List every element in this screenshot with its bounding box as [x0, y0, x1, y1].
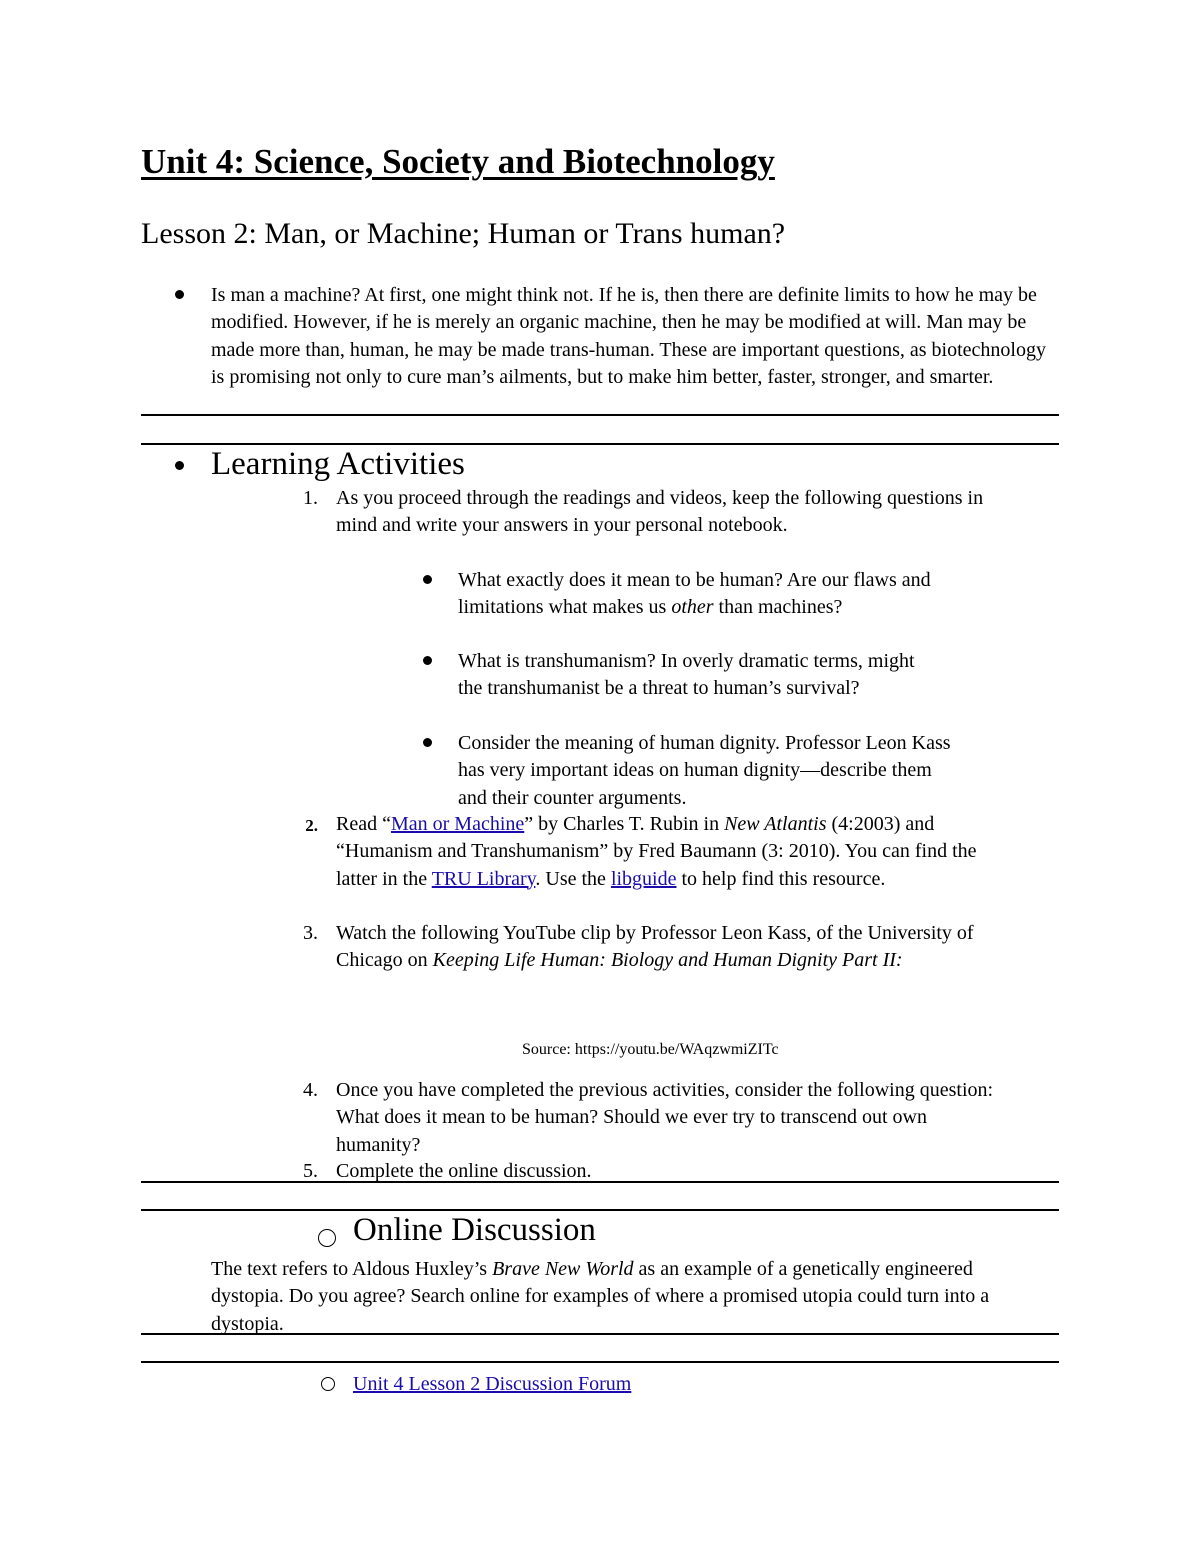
bullet-icon: [423, 575, 432, 584]
bullet-icon: [423, 738, 432, 747]
list-number: 4.: [303, 1079, 318, 1101]
discussion-prompt: The text refers to Aldous Huxley’s Brave New World as an example of a genetically engineered dystopia. Do you agree? Search online for examples of where a promised utopia could turn into a dystopia.: [211, 1258, 990, 1335]
activity-4-text: Once you have completed the previous activities, consider the following question: What does it mean to be human? Should we ever try to transcend out own humanity?: [336, 1079, 994, 1156]
divider: [141, 443, 1059, 445]
video-source: Source: https://youtu.be/WAqzwmiZITc: [522, 1041, 779, 1058]
online-discussion-heading: Online Discussion: [353, 1212, 596, 1248]
discussion-forum-link[interactable]: Unit 4 Lesson 2 Discussion Forum: [353, 1373, 632, 1395]
bullet-icon: [175, 461, 184, 470]
question-1: What exactly does it mean to be human? Are our flaws and limitations what makes us other than machines?: [458, 569, 931, 619]
page-title: Unit 4: Science, Society and Biotechnology: [141, 142, 775, 181]
divider: [141, 1181, 1059, 1183]
activity-1-text: As you proceed through the readings and videos, keep the following questions in mind and write your answers in your personal notebook.: [336, 487, 984, 537]
activity-5-text: Complete the online discussion.: [336, 1160, 592, 1182]
list-number: 5.: [303, 1160, 318, 1182]
libguide-link[interactable]: libguide: [610, 867, 677, 890]
intro-paragraph: Is man a machine? At first, one might think not. If he is, then there are definite limits to how he may be modified. However, if he is merely an organic machine, then he may be modified at will. Man may be made more than, human, he may be made trans-human. These are important questions, as biotechnology is promising not only to cure man’s ailments, but to make him better, faster, stronger, and smarter.: [211, 284, 1046, 388]
activity-2-text: Read “Man or Machine” by Charles T. Rubin in New Atlantis (4:2003) and “Humanism and Transhumanism” by Fred Baumann (3: 2010). You can find the latter in the TRU Library. Use the libguide to help find this resource.: [336, 813, 977, 890]
learning-activities-heading: Learning Activities: [211, 446, 465, 482]
divider: [141, 1333, 1059, 1335]
activity-3-text: Watch the following YouTube clip by Professor Leon Kass, of the University of Chicago on Keeping Life Human: Biology and Human Dignity Part II:: [336, 922, 974, 972]
divider: [141, 1209, 1059, 1211]
divider: [141, 414, 1059, 416]
list-number: 2.: [305, 816, 318, 835]
list-number: 3.: [303, 922, 318, 944]
tru-library-link[interactable]: TRU Library: [431, 867, 536, 890]
question-2: What is transhumanism? In overly dramatic terms, might the transhumanist be a threat to human’s survival?: [458, 650, 915, 700]
bullet-icon: [175, 290, 184, 299]
bullet-icon: [423, 656, 432, 665]
forum-link-line: [353, 1371, 631, 1398]
divider: [141, 1361, 1059, 1363]
question-3: Consider the meaning of human dignity. Professor Leon Kass has very important ideas on human dignity—describe them and their counter arguments.: [458, 732, 951, 809]
circle-bullet-icon: [318, 1229, 336, 1247]
lesson-subtitle: Lesson 2: Man, or Machine; Human or Trans human?: [141, 217, 786, 250]
circle-bullet-icon: [321, 1377, 335, 1391]
list-number: 1.: [303, 487, 318, 509]
man-or-machine-link[interactable]: Man or Machine: [390, 813, 525, 835]
